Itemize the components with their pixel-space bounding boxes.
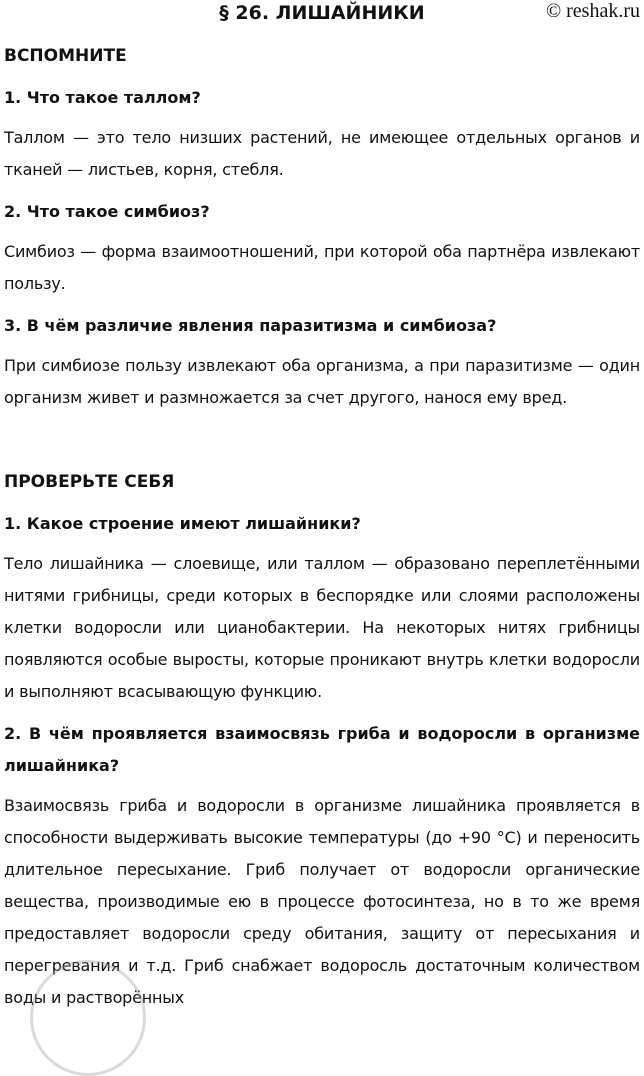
section-heading: ПРОВЕРЬТЕ СЕБЯ (4, 472, 175, 492)
section-check-yourself (4, 466, 640, 1014)
page-title: § 26. ЛИШАЙНИКИ (219, 2, 425, 24)
answer: Таллом — это тело низших растений, не имеющее отдельных органов и тканей — листьев, корня, стебля. (4, 128, 640, 179)
question: 1. Что такое таллом? (4, 88, 201, 107)
answer: При симбиозе пользу извлекают оба организма, а при паразитизме — один организм живет и размножается за счет другого, нанося ему вред. (4, 356, 640, 407)
watermark: © reshak.ru (545, 0, 640, 22)
answer: Взаимосвязь гриба и водоросли в организме лишайника проявляется в способности выдерживать высокие температуры (до +90 °С) и переносить длительное пересыхание. Гриб получает от водоросли органические вещества, производимые ею в процессе фотосинтеза, но в то же время предоставляет водоросли среду обитания, защиту от пересыхания и перегревания и т.д. Гриб снабжает водоросль достаточным количеством воды и растворённых (4, 796, 640, 1007)
question: 1. Какое строение имеют лишайники? (4, 514, 361, 533)
document-body (4, 40, 640, 1026)
question: 2. В чём проявляется взаимосвязь гриба и водоросли в организме лишайника? (4, 724, 640, 775)
question: 2. Что такое симбиоз? (4, 202, 210, 221)
question: 3. В чём различие явления паразитизма и симбиоза? (4, 316, 497, 335)
answer: Симбиоз — форма взаимоотношений, при которой оба партнёра извлекают пользу. (4, 242, 640, 293)
answer: Тело лишайника — слоевище, или таллом — образовано переплетёнными нитями грибницы, среди которых в беспорядке или слоями расположены клетки водоросли или цианобактерии. На некоторых нитях грибницы появляются особые выросты, которые проникают внутрь клетки водоросли и выполняют всасывающую функцию. (4, 554, 640, 701)
section-heading: ВСПОМНИТЕ (4, 46, 127, 66)
section-remember (4, 40, 640, 414)
